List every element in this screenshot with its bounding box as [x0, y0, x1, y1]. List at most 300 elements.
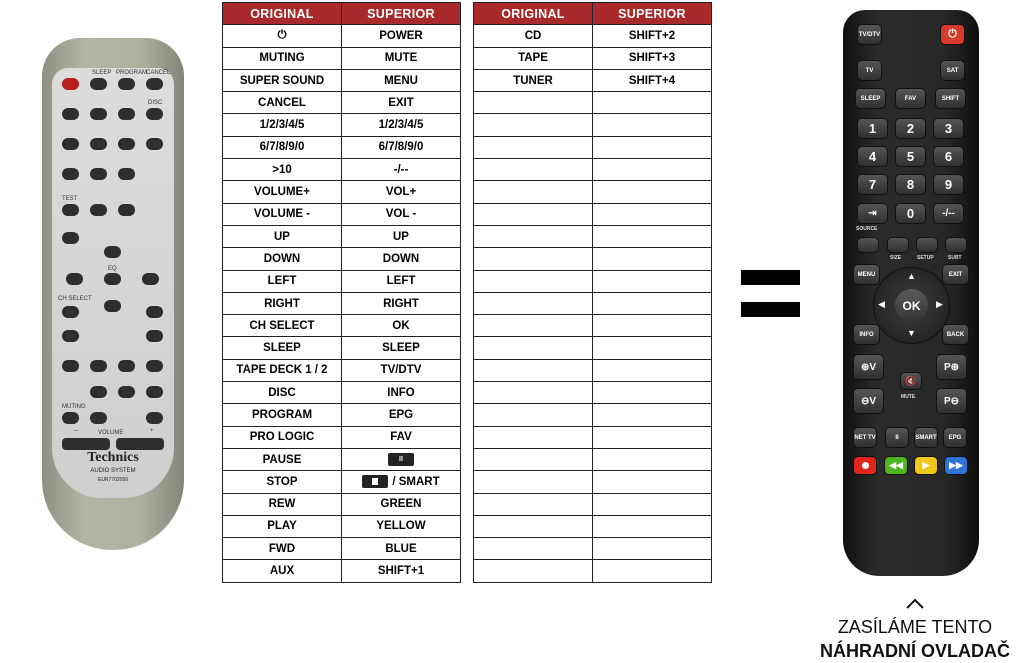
cell-original: [474, 270, 593, 292]
num-button: [62, 168, 79, 180]
cell-text: TAPE: [518, 52, 548, 65]
prog-down-button: P⊖: [936, 388, 967, 414]
cell-superior: [342, 382, 461, 404]
cell-text: CD: [524, 29, 542, 42]
up-button: [104, 246, 121, 258]
cell-superior: [593, 448, 712, 470]
num-0-button: 0: [895, 203, 926, 224]
cell-original: [223, 181, 342, 203]
table-row: [474, 25, 712, 47]
cell-superior: [593, 225, 712, 247]
power-button: [62, 78, 79, 90]
cell-text: -/--: [393, 163, 409, 176]
source-button: [62, 360, 79, 372]
mute-button: 🔇: [900, 372, 922, 390]
right-arrow-icon: ▶: [936, 299, 943, 309]
volume-up-button: [116, 438, 164, 450]
cell-original: [474, 359, 593, 381]
cell-original: [474, 292, 593, 314]
num-1-button: 1: [857, 118, 888, 139]
table-row: [223, 337, 461, 359]
cell-original: [223, 92, 342, 114]
cell-superior: [593, 270, 712, 292]
epg-button: EPG: [943, 427, 967, 448]
cell-text: VOLUME -: [253, 208, 311, 221]
dash-button: -/--: [933, 203, 964, 224]
table-row: [223, 159, 461, 181]
label-volume: VOLUME: [98, 430, 124, 436]
source-button: ⇥: [857, 203, 888, 224]
cell-text: PRO LOGIC: [249, 431, 315, 444]
table-row: [223, 136, 461, 158]
label-subt: SUBT: [948, 255, 962, 261]
prog-up-button: P⊕: [936, 354, 967, 380]
cell-text: DISC: [268, 386, 296, 399]
cell-original: [223, 159, 342, 181]
label-test: TEST: [62, 196, 78, 202]
table-row: [474, 114, 712, 136]
table-row: [474, 159, 712, 181]
num-2-button: 2: [895, 118, 926, 139]
rew-button: [90, 412, 107, 424]
sleep-button: [90, 78, 107, 90]
cell-superior: [593, 47, 712, 69]
label-volume-plus: +: [150, 428, 154, 434]
cell-text: UP: [274, 230, 290, 243]
vol-down-button: ⊖V: [853, 388, 884, 414]
label-sleep: SLEEP: [92, 70, 112, 76]
cell-text: DOWN: [382, 252, 420, 265]
table-row: [474, 292, 712, 314]
cell-original: [474, 560, 593, 582]
cell-superior: [593, 560, 712, 582]
table-row: [474, 270, 712, 292]
table-header-row: [223, 3, 461, 25]
cell-text: SLEEP: [382, 342, 420, 355]
fav-button: FAV: [895, 88, 926, 109]
cell-superior: [342, 270, 461, 292]
table-row: [223, 114, 461, 136]
original-remote-face: [52, 68, 174, 498]
chevron-up-icon: [905, 594, 925, 614]
cell-text: / SMART: [392, 475, 440, 488]
cell-original: [223, 225, 342, 247]
program-button: [118, 78, 135, 90]
shift-button: SHIFT: [935, 88, 966, 109]
cell-text: STOP: [266, 475, 298, 488]
cell-text: PLAY: [267, 520, 297, 533]
table-row: [474, 404, 712, 426]
cell-text: VOLUME+: [254, 186, 310, 199]
cell-original: [474, 493, 593, 515]
cell-text: 1/2/3/4/5: [378, 119, 424, 132]
cell-superior: [342, 203, 461, 225]
cell-superior: [342, 493, 461, 515]
cell-original: [474, 337, 593, 359]
cell-superior: [342, 448, 461, 470]
down-arrow-icon: ▼: [907, 328, 916, 338]
cell-superior: [593, 426, 712, 448]
cell-superior: [593, 493, 712, 515]
tape-deck-button: [90, 360, 107, 372]
table-row: [474, 315, 712, 337]
label-eq: EQ: [108, 266, 117, 272]
cell-original: [474, 92, 593, 114]
cell-text: ⏻: [277, 29, 287, 42]
cell-superior: [342, 225, 461, 247]
table-row: [223, 203, 461, 225]
exit-button: EXIT: [942, 264, 969, 285]
cell-superior: [342, 92, 461, 114]
table-row: [223, 471, 461, 493]
table-row: [474, 337, 712, 359]
cell-text: CANCEL: [258, 96, 306, 109]
cell-original: [474, 538, 593, 560]
table-row: [223, 25, 461, 47]
cell-original: [223, 515, 342, 537]
caption-line-2: NÁHRADNÍ OVLADAČ: [820, 641, 1010, 661]
cell-text: 6/7/8/9/0: [259, 141, 305, 154]
cell-text: MENU: [384, 74, 418, 87]
cell-superior: [342, 292, 461, 314]
size-button: [887, 237, 909, 253]
cell-superior: [342, 315, 461, 337]
cancel-button: [146, 78, 163, 90]
num-6-button: 6: [933, 146, 964, 167]
table-row: [474, 203, 712, 225]
table-row: [223, 404, 461, 426]
table-row: [223, 515, 461, 537]
cell-text: LEFT: [386, 275, 416, 288]
cell-original: [223, 493, 342, 515]
cell-original: [474, 25, 593, 47]
ch-select-button: [62, 306, 79, 318]
green-button: [884, 456, 908, 475]
cell-text: FAV: [390, 431, 412, 444]
fwd-button: [146, 412, 163, 424]
tuner-button: [146, 360, 163, 372]
num-button: [90, 108, 107, 120]
cell-text: AUX: [269, 565, 295, 578]
cell-text: GREEN: [380, 498, 422, 511]
sat-button: SAT: [940, 60, 965, 81]
vol-up-button: ⊕V: [853, 354, 884, 380]
cell-text: POWER: [379, 29, 423, 42]
table-row: [223, 493, 461, 515]
num-3-button: 3: [933, 118, 964, 139]
power-button: ⏻: [940, 24, 965, 45]
table-row: [474, 515, 712, 537]
cell-original: [223, 426, 342, 448]
cell-superior: [593, 471, 712, 493]
cell-superior: [593, 159, 712, 181]
cell-superior: [342, 337, 461, 359]
table-row: [474, 225, 712, 247]
cell-text: TV/DTV: [380, 364, 422, 377]
num-button: [118, 138, 135, 150]
label-disc: DISC: [148, 100, 163, 106]
cell-superior: [342, 47, 461, 69]
down-button: [104, 300, 121, 312]
super-sound-button: [62, 330, 79, 342]
super-sound-eq-button: [62, 232, 79, 244]
num-button: [90, 138, 107, 150]
num-button: [118, 168, 135, 180]
num-button: [62, 138, 79, 150]
table-row: [223, 448, 461, 470]
rewind-icon: ◀◀: [889, 460, 903, 470]
play-icon: ▶: [922, 460, 930, 470]
cell-original: [474, 315, 593, 337]
cell-original: [474, 471, 593, 493]
cell-text: >10: [272, 163, 292, 176]
cell-text: BLUE: [385, 542, 417, 555]
label-volume-minus: –: [74, 428, 78, 434]
muting-button: [62, 412, 79, 424]
cell-superior: [593, 292, 712, 314]
pause-button: II: [885, 427, 909, 448]
num-9-button: 9: [933, 174, 964, 195]
cell-original: [223, 69, 342, 91]
cell-original: [474, 404, 593, 426]
cell-text: LEFT: [267, 275, 297, 288]
table-row: [223, 315, 461, 337]
num-button: [146, 138, 163, 150]
cell-text: PAUSE: [262, 453, 302, 466]
header-original: ORIGINAL: [474, 3, 593, 25]
cell-superior: [342, 538, 461, 560]
table-row: [223, 426, 461, 448]
red-button: [853, 456, 877, 475]
superior-remote-image: [843, 10, 979, 576]
num-7-button: 7: [857, 174, 888, 195]
cell-original: [223, 538, 342, 560]
num-button: [62, 108, 79, 120]
cell-superior: [342, 404, 461, 426]
ok-button: OK: [895, 289, 928, 322]
table-row: [474, 181, 712, 203]
cell-original: [474, 225, 593, 247]
cell-original: [223, 404, 342, 426]
table-row: [223, 382, 461, 404]
cell-superior: [593, 181, 712, 203]
table-row: [474, 471, 712, 493]
table-row: [474, 47, 712, 69]
cell-text: EPG: [388, 408, 414, 421]
table-row: [474, 92, 712, 114]
stop-button: [118, 386, 135, 398]
record-icon: [862, 462, 869, 469]
cell-text: REW: [268, 498, 296, 511]
table-row: [474, 426, 712, 448]
label-source: SOURCE: [856, 226, 878, 232]
cell-text: MUTE: [384, 52, 418, 65]
num-button: [146, 108, 163, 120]
cell-original: [223, 203, 342, 225]
subt-button: [945, 237, 967, 253]
digital-button: [146, 330, 163, 342]
cell-superior: [593, 92, 712, 114]
label-mute: MUTE: [901, 394, 916, 400]
num-5-button: 5: [895, 146, 926, 167]
cell-original: [474, 136, 593, 158]
cell-original: [223, 448, 342, 470]
cell-original: [223, 136, 342, 158]
cell-superior: [342, 426, 461, 448]
mapping-table-right: [473, 2, 712, 583]
num-button: [118, 108, 135, 120]
cell-superior: [342, 515, 461, 537]
pause-icon: II: [388, 453, 414, 466]
caption-line-1: ZASÍLÁME TENTO: [837, 617, 993, 637]
table-row: [223, 92, 461, 114]
info-button: INFO: [853, 324, 880, 345]
cell-original: [474, 515, 593, 537]
label-muting: MUTING: [62, 404, 86, 410]
cell-text: SHIFT+4: [628, 74, 676, 87]
cell-original: [223, 382, 342, 404]
cell-original: [474, 114, 593, 136]
cell-original: [223, 114, 342, 136]
table-header-row: [474, 3, 712, 25]
table-row: [223, 359, 461, 381]
num-button: [90, 168, 107, 180]
table-row: [474, 493, 712, 515]
num-4-button: 4: [857, 146, 888, 167]
cell-superior: [593, 114, 712, 136]
cell-text: YELLOW: [376, 520, 426, 533]
equals-sign-bottom-bar: [741, 302, 800, 317]
cell-text: TAPE DECK 1 / 2: [236, 364, 328, 377]
nettv-button: NET TV: [853, 427, 877, 448]
cell-text: PROGRAM: [251, 408, 313, 421]
table-row: [223, 248, 461, 270]
table-row: [223, 292, 461, 314]
table-row: [474, 69, 712, 91]
cell-superior: [342, 181, 461, 203]
cell-superior: [593, 404, 712, 426]
surround-button: [118, 204, 135, 216]
yellow-button: [914, 456, 938, 475]
cell-original: [474, 69, 593, 91]
cell-superior: [342, 359, 461, 381]
cell-text: TUNER: [513, 74, 553, 87]
table-row: [223, 47, 461, 69]
model-number: EUR7702050: [97, 477, 129, 483]
cell-original: [223, 25, 342, 47]
cd-button: [118, 360, 135, 372]
cell-text: 6/7/8/9/0: [378, 141, 424, 154]
label-ch-select: CH SELECT: [58, 296, 92, 302]
cell-superior: [593, 315, 712, 337]
cell-superior: [593, 382, 712, 404]
mapping-table-left: [222, 2, 461, 583]
cell-text: DOWN: [263, 252, 301, 265]
cell-superior: [342, 136, 461, 158]
cell-text: FWD: [268, 542, 296, 555]
table-row: [474, 538, 712, 560]
cell-text: 1/2/3/4/5: [259, 119, 305, 132]
brand-subtitle: AUDIO SYSTEM: [90, 468, 136, 474]
table-row: [474, 560, 712, 582]
cell-superior: [593, 248, 712, 270]
table-row: [223, 181, 461, 203]
cell-original: [223, 337, 342, 359]
cell-text: UP: [393, 230, 409, 243]
table-row: [474, 382, 712, 404]
table-row: [223, 538, 461, 560]
cell-original: [474, 448, 593, 470]
cell-original: [223, 315, 342, 337]
right-button: [142, 273, 159, 285]
equals-sign-top-bar: [741, 270, 800, 285]
cell-text: OK: [392, 319, 410, 332]
tv-button: TV: [857, 60, 882, 81]
back-button: BACK: [942, 324, 969, 345]
cell-original: [474, 203, 593, 225]
header-superior: SUPERIOR: [342, 3, 461, 25]
cell-original: [223, 270, 342, 292]
test-button: [62, 204, 79, 216]
cell-original: [474, 181, 593, 203]
cell-text: SLEEP: [263, 342, 301, 355]
table-row: [223, 225, 461, 247]
cell-superior: [593, 69, 712, 91]
cell-superior: [593, 359, 712, 381]
cell-superior: [342, 69, 461, 91]
menu-button: MENU: [853, 264, 880, 285]
cell-superior: [342, 159, 461, 181]
label-size: SIZE: [890, 255, 902, 261]
cell-superior: [342, 471, 461, 493]
cell-superior: [593, 337, 712, 359]
cell-original: [474, 426, 593, 448]
setup-button: [916, 237, 938, 253]
fast-forward-icon: ▶▶: [949, 460, 963, 470]
cell-original: [223, 359, 342, 381]
cell-original: [223, 471, 342, 493]
cell-text: CH SELECT: [249, 319, 315, 332]
dpad: [873, 267, 950, 344]
cell-original: [223, 248, 342, 270]
volume-down-button: [62, 438, 110, 450]
cell-superior: [593, 538, 712, 560]
table-row: [223, 270, 461, 292]
cell-original: [223, 47, 342, 69]
cell-text: MUTING: [259, 52, 305, 65]
cell-superior: [342, 560, 461, 582]
play-button: [146, 386, 163, 398]
cell-superior: [342, 248, 461, 270]
cell-superior: [342, 114, 461, 136]
screen-button: [857, 237, 879, 253]
cell-text: SHIFT+3: [628, 52, 676, 65]
cell-text: VOL+: [385, 186, 417, 199]
blue-button: [944, 456, 968, 475]
left-arrow-icon: ◀: [878, 299, 885, 309]
header-original: ORIGINAL: [223, 3, 342, 25]
cell-original: [223, 292, 342, 314]
label-cancel: CANCEL: [146, 70, 171, 76]
table-row: [474, 359, 712, 381]
cell-text: RIGHT: [264, 297, 300, 310]
cell-superior: [593, 515, 712, 537]
play-pause-button: [90, 386, 107, 398]
cell-original: [474, 382, 593, 404]
cell-text: RIGHT: [383, 297, 419, 310]
cell-text: SUPER SOUND: [239, 74, 325, 87]
table-row: [223, 69, 461, 91]
